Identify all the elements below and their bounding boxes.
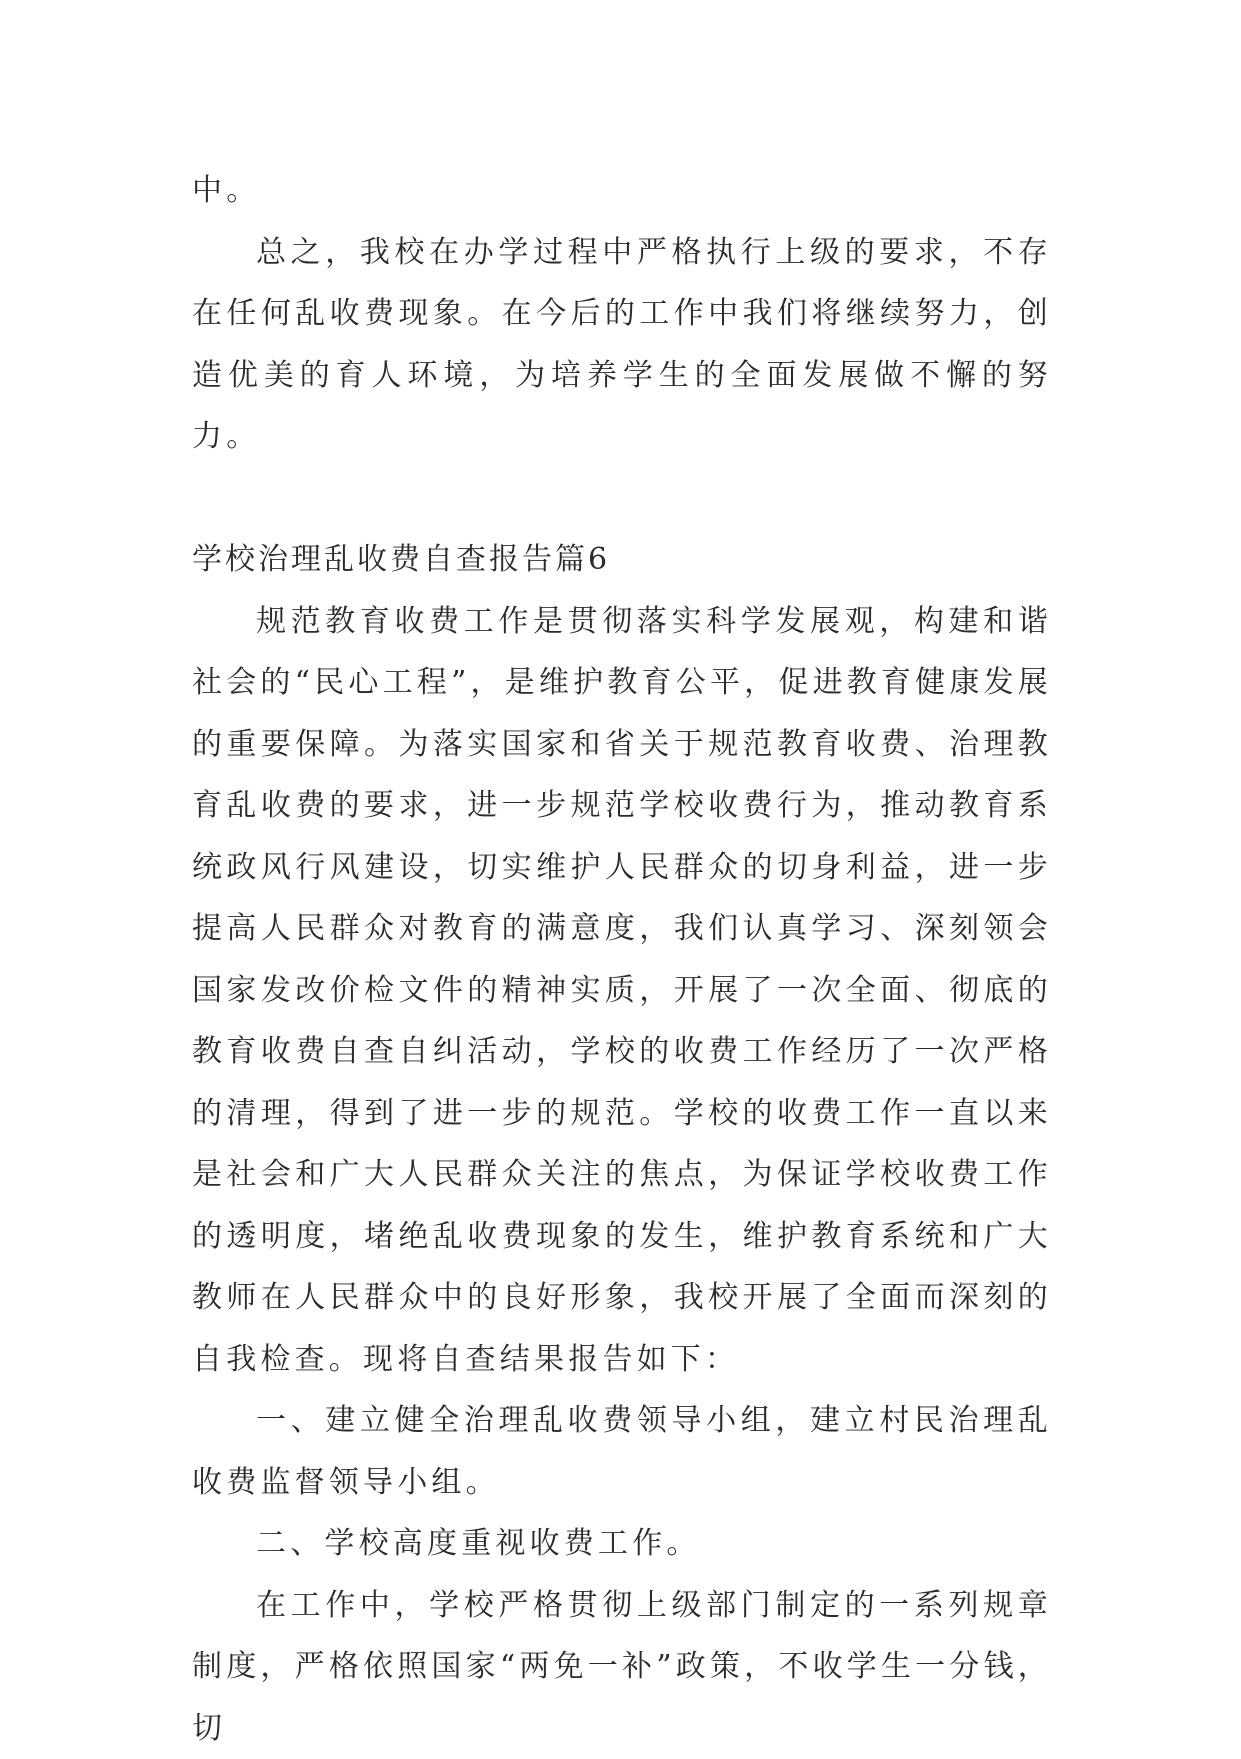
paragraph-work-detail: 在工作中，学校严格贯彻上级部门制定的一系列规章制度，严格依照国家“两免一补”政策，不收学生一分钱，切 — [192, 1575, 1052, 1759]
paragraph-item-two: 二、学校高度重视收费工作。 — [192, 1513, 1052, 1575]
document-body — [192, 160, 1052, 1759]
section-heading: 学校治理乱收费自查报告篇6 — [192, 529, 1052, 591]
paragraph-conclusion: 总之，我校在办学过程中严格执行上级的要求，不存在任何乱收费现象。在今后的工作中我们将继续努力，创造优美的育人环境，为培养学生的全面发展做不懈的努力。 — [192, 222, 1052, 468]
paragraph-continuation: 中。 — [192, 160, 1052, 222]
paragraph-item-one: 一、建立健全治理乱收费领导小组，建立村民治理乱收费监督领导小组。 — [192, 1390, 1052, 1513]
paragraph-intro: 规范教育收费工作是贯彻落实科学发展观，构建和谐社会的“民心工程”，是维护教育公平，促进教育健康发展的重要保障。为落实国家和省关于规范教育收费、治理教育乱收费的要求，进一步规范学校收费行为，推动教育系统政风行风建设，切实维护人民群众的切身利益，进一步提高人民群众对教育的满意度，我们认真学习、深刻领会国家发改价检文件的精神实质，开展了一次全面、彻底的教育收费自查自纠活动，学校的收费工作经历了一次严格的清理，得到了进一步的规范。学校的收费工作一直以来是社会和广大人民群众关注的焦点，为保证学校收费工作的透明度，堵绝乱收费现象的发生，维护教育系统和广大教师在人民群众中的良好形象，我校开展了全面而深刻的自我检查。现将自查结果报告如下： — [192, 591, 1052, 1391]
